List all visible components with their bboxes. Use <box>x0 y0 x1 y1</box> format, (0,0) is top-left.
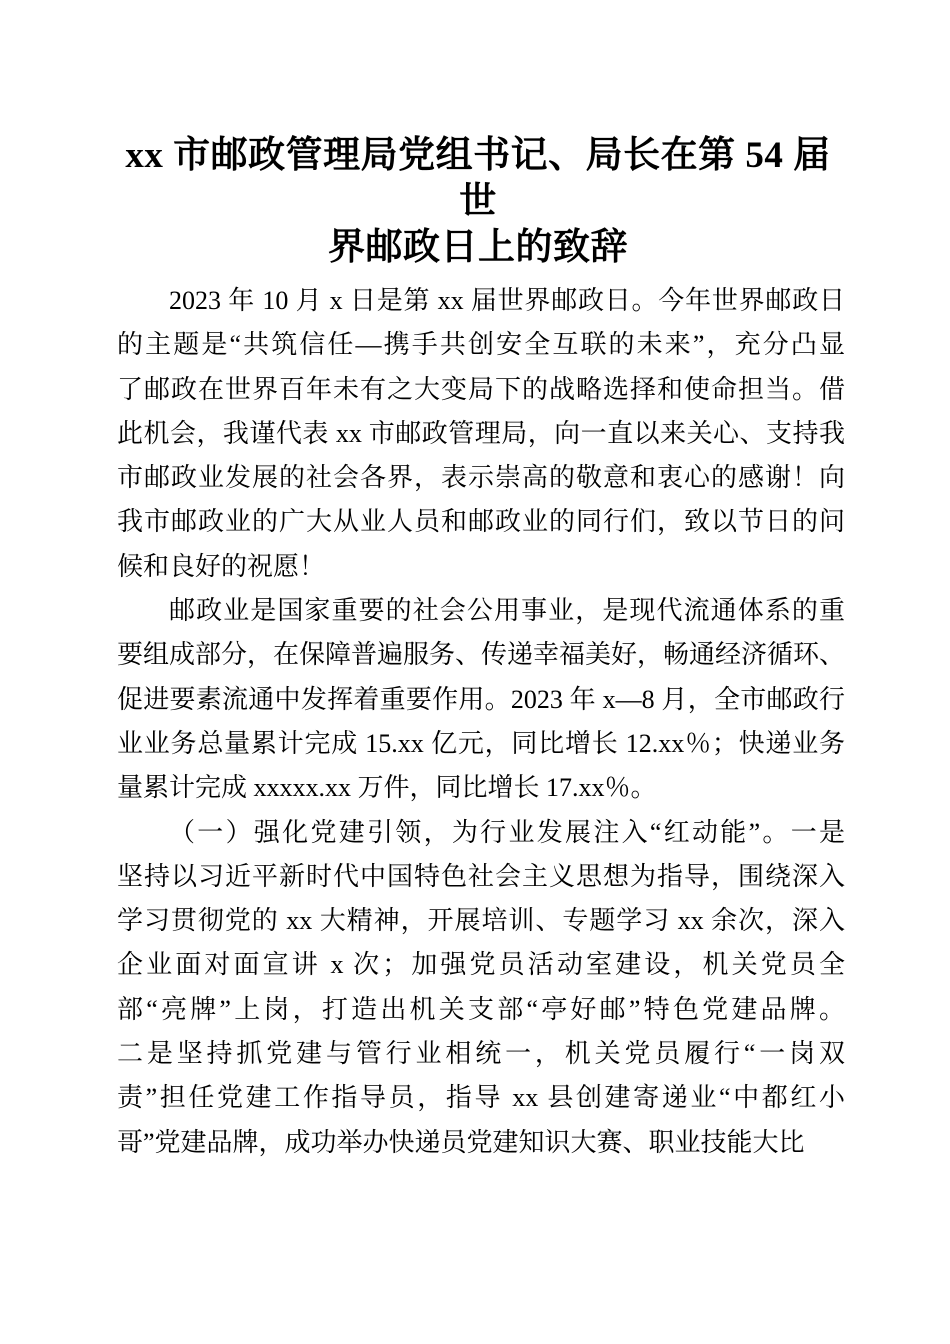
paragraph-1-line-5: 市邮政业发展的社会各界，表示崇高的敬意和衷心的感谢！向 <box>117 463 845 493</box>
paragraph-1-line-3: 了邮政在世界百年未有之大变局下的战略选择和使命担当。借 <box>117 374 845 404</box>
paragraph-3-line-8: 哥”党建品牌，成功举办快递员党建知识大赛、职业技能大比 <box>117 1127 805 1157</box>
paragraph-3-line-6: 二是坚持抓党建与管行业相统一，机关党员履行“一岗双 <box>117 1039 845 1069</box>
document-title-line-1: xx 市邮政管理局党组书记、局长在第 54 届世 <box>125 135 831 222</box>
paragraph-3-line-5: 部“亮牌”上岗，打造出机关支部“亭好邮”特色党建品牌。 <box>117 994 845 1024</box>
paragraph-3-line-2: 坚持以习近平新时代中国特色社会主义思想为指导，围绕深入 <box>117 861 845 891</box>
paragraph-1-line-1: 2023 年 10 月 x 日是第 xx 届世界邮政日。今年世界邮政日 <box>169 286 845 315</box>
document-body <box>117 279 845 1165</box>
paragraph-1-line-2: 的主题是“共筑信任—携手共创安全互联的未来”，充分凸显 <box>117 330 845 360</box>
paragraph-3-line-1: （一）强化党建引领，为行业发展注入“红动能”。一是 <box>169 817 845 847</box>
document-title <box>110 133 846 271</box>
document-title-line-2: 界邮政日上的致辞 <box>328 227 628 268</box>
paragraph-1-line-6: 我市邮政业的广大从业人员和邮政业的同行们，致以节日的问 <box>117 507 845 537</box>
paragraph-3-line-7: 责”担任党建工作指导员，指导 xx 县创建寄递业“中都红小 <box>117 1083 845 1113</box>
paragraph-2-line-1: 邮政业是国家重要的社会公用事业，是现代流通体系的重 <box>169 596 845 626</box>
paragraph-2-line-4: 业业务总量累计完成 15.xx 亿元，同比增长 12.xx％；快递业务 <box>117 728 845 758</box>
paragraph-1-line-7: 候和良好的祝愿！ <box>117 551 326 581</box>
paragraph-3-line-4: 企业面对面宣讲 x 次；加强党员活动室建设，机关党员全 <box>117 950 845 980</box>
paragraph-3-line-3: 学习贯彻党的 xx 大精神，开展培训、专题学习 xx 余次，深入 <box>117 906 845 936</box>
paragraph-1-line-4: 此机会，我谨代表 xx 市邮政管理局，向一直以来关心、支持我 <box>117 418 845 448</box>
paragraph-2-line-2: 要组成部分，在保障普遍服务、传递幸福美好，畅通经济循环、 <box>117 640 846 670</box>
paragraph-2-line-3: 促进要素流通中发挥着重要作用。2023 年 x—8 月，全市邮政行 <box>117 684 845 714</box>
paragraph-2-line-5: 量累计完成 xxxxx.xx 万件，同比增长 17.xx％。 <box>117 773 657 803</box>
